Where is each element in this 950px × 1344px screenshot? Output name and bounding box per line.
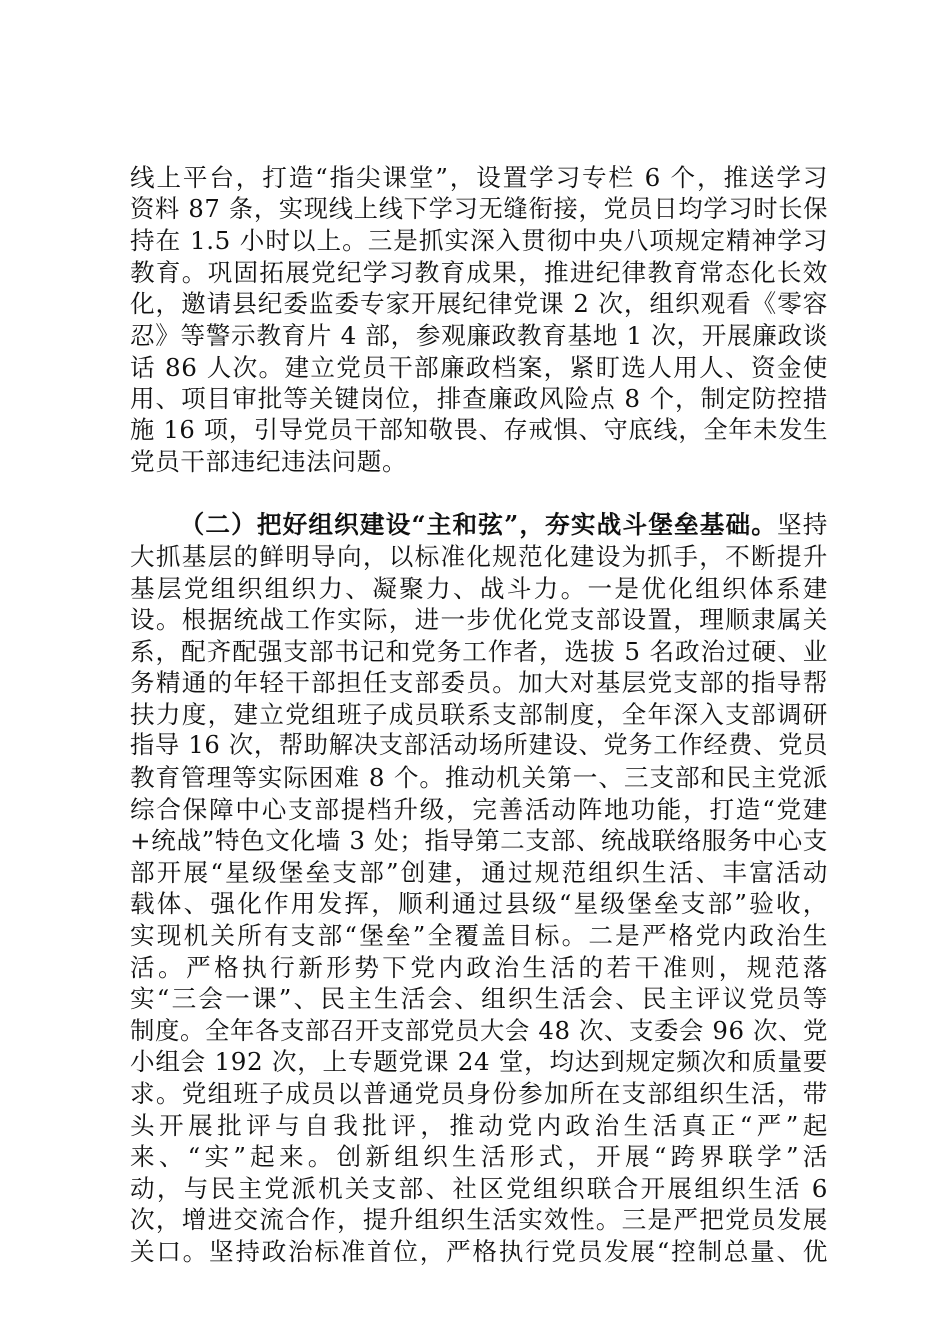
text-line: 线上平台，打造“指尖课堂”，设置学习专栏 6 个，推送学习 — [130, 163, 828, 192]
text-line: 系，配齐配强支部书记和党务工作者，选拔 5 名政治过硬、业 — [130, 636, 828, 666]
text-line: 基层党组织组织力、凝聚力、战斗力。一是优化组织体系建 — [130, 573, 828, 603]
text-line: 务精通的年轻干部担任支部委员。加大对基层党支部的指导帮 — [130, 668, 828, 698]
document-body — [130, 162, 828, 1268]
text-line: +统战”特色文化墙 3 处；指导第二支部、统战联络服务中心支 — [130, 826, 828, 856]
text-line: 实“三会一课”、民主生活会、组织生活会、民主评议党员等 — [130, 984, 828, 1014]
text-line: 设。根据统战工作实际，进一步优化党支部设置，理顺隶属关 — [130, 605, 828, 635]
text-line: 动，与民主党派机关支部、社区党组织联合开展组织生活 6 — [130, 1173, 828, 1203]
text-line: 大抓基层的鲜明导向，以标准化规范化建设为抓手，不断提升 — [130, 541, 828, 571]
text-line: 次，增进交流合作，提升组织生活实效性。三是严把党员发展 — [130, 1205, 828, 1235]
text-line: 求。党组班子成员以普通党员身份参加所在支部组织生活，带 — [130, 1079, 828, 1109]
paragraph-spacer — [130, 478, 828, 509]
paragraph-discipline-education — [130, 162, 828, 478]
text-line: 话 86 人次。建立党员干部廉政档案，紧盯选人用人、资金使 — [130, 352, 828, 382]
section-heading: （二）把好组织建设“主和弦”，夯实战斗堡垒基础。 — [179, 510, 778, 540]
text-line: 活。严格执行新形势下党内政治生活的若干准则，规范落 — [130, 952, 828, 982]
text-line: 关口。坚持政治标准首位，严格执行党员发展“控制总量、优 — [130, 1236, 828, 1266]
text-line: 制度。全年各支部召开支部党员大会 48 次、支委会 96 次、党 — [130, 1015, 828, 1045]
text-line: 教育管理等实际困难 8 个。推动机关第一、三支部和民主党派 — [130, 763, 828, 793]
text-line: 忍》等警示教育片 4 部，参观廉政教育基地 1 次，开展廉政谈 — [130, 320, 828, 350]
text-line: 用、项目审批等关键岗位，排查廉政风险点 8 个，制定防控措 — [130, 384, 828, 414]
paragraph-organization-building — [130, 509, 828, 1267]
text-line: 头开展批评与自我批评，推动党内政治生活真正“严”起 — [130, 1110, 828, 1140]
text-line: 扶力度，建立党组班子成员联系支部制度，全年深入支部调研 — [130, 699, 828, 729]
heading-line-rest: 坚持 — [777, 510, 828, 540]
text-line: 来、“实”起来。创新组织生活形式，开展“跨界联学”活 — [130, 1142, 828, 1172]
text-line: 指导 16 次，帮助解决支部活动场所建设、党务工作经费、党员 — [130, 731, 828, 760]
text-line: 化，邀请县纪委监委专家开展纪律党课 2 次，组织观看《零容 — [130, 289, 828, 319]
text-line: 施 16 项，引导党员干部知敬畏、存戒惧、守底线，全年未发生 — [130, 415, 828, 444]
text-line: 实现机关所有支部“堡垒”全覆盖目标。二是严格党内政治生 — [130, 921, 828, 951]
text-line: 资料 87 条，实现线上线下学习无缝衔接，党员日均学习时长保 — [130, 194, 828, 223]
heading-line — [130, 509, 828, 541]
text-line: 教育。巩固拓展党纪学习教育成果，推进纪律教育常态化长效 — [130, 257, 828, 287]
text-line: 党员干部违纪违法问题。 — [130, 447, 408, 477]
text-line: 小组会 192 次，上专题党课 24 堂，均达到规定频次和质量要 — [130, 1047, 828, 1077]
text-line: 综合保障中心支部提档升级，完善活动阵地功能，打造“党建 — [130, 794, 828, 824]
text-line: 部开展“星级堡垒支部”创建，通过规范组织生活、丰富活动 — [130, 857, 828, 887]
text-line: 持在 1.5 小时以上。三是抓实深入贯彻中央八项规定精神学习 — [130, 226, 828, 256]
text-line: 载体、强化作用发挥，顺利通过县级“星级堡垒支部”验收， — [130, 889, 828, 919]
